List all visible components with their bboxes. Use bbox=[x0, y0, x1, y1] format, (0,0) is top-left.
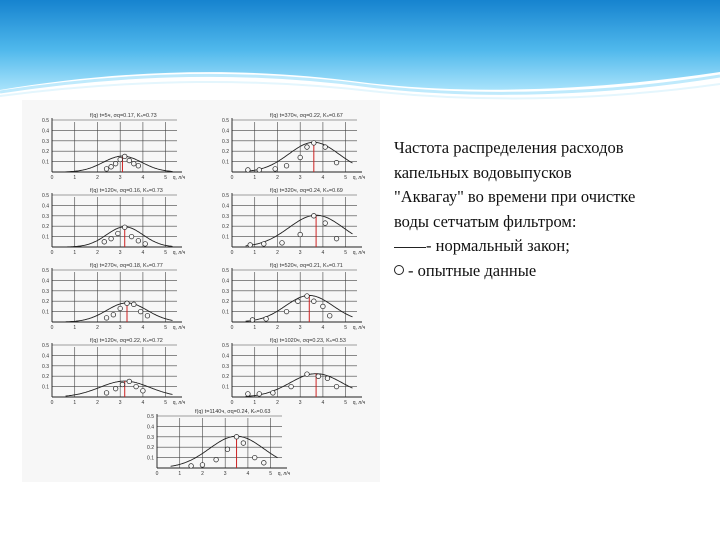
data-point bbox=[122, 225, 127, 230]
x-tick-label: 4 bbox=[246, 471, 250, 477]
x-tick-label: q, л/ч bbox=[352, 325, 366, 331]
caption bbox=[394, 136, 714, 283]
data-point bbox=[214, 457, 219, 462]
x-tick-label: 5 bbox=[344, 175, 348, 181]
y-tick-label: 0.1 bbox=[42, 309, 49, 316]
x-tick-label: 4 bbox=[141, 325, 145, 331]
header-banner bbox=[0, 0, 720, 100]
data-point bbox=[257, 168, 262, 173]
data-point bbox=[312, 299, 317, 304]
caption-line-1: Частота распределения расходов bbox=[394, 138, 624, 157]
x-tick-label: q, л/ч bbox=[172, 400, 186, 406]
y-tick-label: 0.3 bbox=[42, 363, 49, 370]
x-tick-label: 5 bbox=[164, 400, 168, 406]
data-point bbox=[271, 391, 276, 396]
chart-title: f(q) t=370ч, σq=0.22, Kₙ=0.67 bbox=[270, 113, 343, 119]
y-tick-label: 0.5 bbox=[42, 118, 49, 124]
x-tick-label: 0 bbox=[230, 325, 234, 331]
x-tick-label: 0 bbox=[50, 250, 54, 256]
data-point bbox=[248, 243, 253, 248]
x-tick-label: q, л/ч bbox=[172, 250, 186, 256]
x-tick-label: 1 bbox=[73, 325, 77, 331]
x-tick-label: q, л/ч bbox=[352, 175, 366, 181]
data-point bbox=[118, 306, 123, 311]
y-tick-label: 0.3 bbox=[147, 434, 154, 441]
x-tick-label: 2 bbox=[96, 175, 99, 181]
y-tick-label: 0.2 bbox=[42, 299, 49, 306]
x-tick-label: 1 bbox=[253, 175, 257, 181]
chart-title: f(q) t=1140ч, σq=0.24, Kₙ=0.63 bbox=[195, 409, 271, 415]
data-point bbox=[104, 391, 109, 396]
data-point bbox=[298, 232, 303, 237]
data-point bbox=[305, 294, 310, 299]
data-point bbox=[143, 242, 148, 247]
data-point bbox=[284, 163, 289, 168]
chart-title: f(q) t=120ч, σq=0.22, Kₙ=0.72 bbox=[90, 338, 163, 344]
x-tick-label: 1 bbox=[178, 471, 182, 477]
data-point bbox=[132, 161, 137, 166]
data-point bbox=[305, 145, 310, 150]
caption-line-3: "Аквагау" во времени при очистке bbox=[394, 187, 636, 206]
caption-line-4: воды сетчатым фильтром: bbox=[394, 211, 577, 231]
x-tick-label: 1 bbox=[253, 250, 257, 256]
legend-normal-label: - нормальный закон; bbox=[426, 236, 570, 255]
data-point bbox=[280, 241, 285, 246]
data-point bbox=[138, 309, 143, 314]
data-point bbox=[262, 461, 267, 466]
data-point bbox=[234, 435, 239, 440]
y-tick-label: 0.2 bbox=[222, 299, 229, 306]
y-tick-label: 0.3 bbox=[42, 213, 49, 220]
x-tick-label: 2 bbox=[276, 250, 279, 256]
data-point bbox=[323, 145, 328, 150]
data-point bbox=[113, 161, 118, 166]
y-tick-label: 0.4 bbox=[42, 353, 49, 360]
data-point bbox=[323, 221, 328, 226]
data-point bbox=[116, 231, 121, 236]
x-tick-label: 5 bbox=[344, 400, 348, 406]
chart-panel-8 bbox=[222, 338, 366, 406]
y-tick-label: 0.4 bbox=[42, 278, 49, 285]
normal-curve bbox=[66, 303, 173, 322]
y-tick-label: 0.5 bbox=[147, 414, 154, 420]
y-tick-label: 0.1 bbox=[42, 159, 49, 166]
x-tick-label: 5 bbox=[164, 175, 168, 181]
chart-panel-9 bbox=[147, 409, 291, 477]
x-tick-label: 2 bbox=[276, 325, 279, 331]
data-point bbox=[127, 379, 132, 384]
y-tick-label: 0.5 bbox=[222, 193, 229, 199]
data-point bbox=[189, 464, 194, 469]
x-tick-label: q, л/ч bbox=[352, 400, 366, 406]
data-point bbox=[111, 312, 116, 317]
y-tick-label: 0.5 bbox=[42, 343, 49, 349]
y-tick-label: 0.1 bbox=[42, 384, 49, 391]
chart-panel-5 bbox=[42, 263, 186, 331]
x-tick-label: 0 bbox=[50, 400, 54, 406]
data-point bbox=[120, 382, 125, 387]
data-point bbox=[264, 317, 269, 322]
y-tick-label: 0.4 bbox=[222, 353, 229, 360]
data-point bbox=[334, 384, 339, 389]
data-point bbox=[132, 302, 137, 307]
x-tick-label: 2 bbox=[201, 471, 204, 477]
x-tick-label: 4 bbox=[141, 175, 145, 181]
data-point bbox=[316, 374, 321, 379]
data-point bbox=[334, 160, 339, 165]
data-point bbox=[109, 165, 114, 170]
y-tick-label: 0.1 bbox=[42, 234, 49, 241]
data-point bbox=[246, 168, 251, 173]
y-tick-label: 0.3 bbox=[42, 288, 49, 295]
x-tick-label: 3 bbox=[223, 471, 227, 477]
chart-panel-7 bbox=[42, 338, 186, 406]
data-point bbox=[273, 167, 278, 172]
data-point bbox=[104, 316, 109, 321]
y-tick-label: 0.1 bbox=[147, 455, 154, 462]
x-tick-label: 1 bbox=[73, 175, 77, 181]
data-point bbox=[127, 158, 132, 163]
chart-title: f(q) t=270ч, σq=0.18, Kₙ=0.77 bbox=[90, 263, 163, 269]
chart-panel-2 bbox=[222, 113, 366, 181]
y-tick-label: 0.3 bbox=[222, 288, 229, 295]
x-tick-label: 5 bbox=[164, 325, 168, 331]
y-tick-label: 0.3 bbox=[42, 138, 49, 145]
x-tick-label: 0 bbox=[230, 175, 234, 181]
data-point bbox=[241, 441, 246, 446]
x-tick-label: 3 bbox=[118, 325, 122, 331]
y-tick-label: 0.2 bbox=[147, 445, 154, 452]
data-point bbox=[145, 313, 150, 318]
legend-normal bbox=[394, 234, 714, 259]
data-point bbox=[225, 447, 230, 452]
x-tick-label: 4 bbox=[141, 400, 145, 406]
x-tick-label: 4 bbox=[321, 175, 325, 181]
open-circle-icon bbox=[394, 265, 404, 275]
chart-panel-1 bbox=[42, 113, 186, 181]
y-tick-label: 0.1 bbox=[222, 234, 229, 241]
x-tick-label: 3 bbox=[118, 400, 122, 406]
data-point bbox=[325, 376, 330, 381]
y-tick-label: 0.4 bbox=[42, 203, 49, 210]
y-tick-label: 0.4 bbox=[222, 203, 229, 210]
data-point bbox=[284, 309, 289, 314]
x-tick-label: 2 bbox=[96, 250, 99, 256]
legend-experimental bbox=[394, 259, 714, 284]
data-point bbox=[129, 234, 134, 239]
x-tick-label: 0 bbox=[155, 471, 159, 477]
y-tick-label: 0.4 bbox=[222, 278, 229, 285]
x-tick-label: 0 bbox=[230, 400, 234, 406]
x-tick-label: 3 bbox=[118, 175, 122, 181]
x-tick-label: 2 bbox=[276, 400, 279, 406]
y-tick-label: 0.1 bbox=[222, 159, 229, 166]
y-tick-label: 0.4 bbox=[222, 128, 229, 135]
x-tick-label: 3 bbox=[298, 400, 302, 406]
x-tick-label: 1 bbox=[253, 325, 257, 331]
chart-panel-4 bbox=[222, 188, 366, 256]
x-tick-label: 3 bbox=[298, 325, 302, 331]
y-tick-label: 0.5 bbox=[222, 343, 229, 349]
data-point bbox=[125, 301, 130, 306]
x-tick-label: 2 bbox=[276, 175, 279, 181]
data-point bbox=[136, 163, 141, 168]
x-tick-label: q, л/ч bbox=[172, 175, 186, 181]
chart-title: f(q) t=5ч, σq=0.17, Kₙ=0.73 bbox=[90, 113, 157, 119]
normal-curve-line-icon bbox=[394, 234, 426, 248]
x-tick-label: 4 bbox=[321, 400, 325, 406]
data-point bbox=[252, 455, 257, 460]
x-tick-label: 1 bbox=[73, 250, 77, 256]
y-tick-label: 0.3 bbox=[222, 213, 229, 220]
data-point bbox=[134, 384, 139, 389]
x-tick-label: 1 bbox=[253, 400, 257, 406]
caption-line-2: капельных водовыпусков bbox=[394, 162, 572, 182]
data-point bbox=[118, 157, 123, 162]
x-tick-label: 3 bbox=[118, 250, 122, 256]
data-point bbox=[312, 141, 317, 146]
data-point bbox=[109, 236, 114, 241]
y-tick-label: 0.2 bbox=[42, 374, 49, 381]
x-tick-label: 4 bbox=[321, 250, 325, 256]
y-tick-label: 0.2 bbox=[42, 149, 49, 156]
y-tick-label: 0.1 bbox=[222, 384, 229, 391]
x-tick-label: 5 bbox=[344, 325, 348, 331]
x-tick-label: 3 bbox=[298, 175, 302, 181]
x-tick-label: 0 bbox=[230, 250, 234, 256]
x-tick-label: 1 bbox=[73, 400, 77, 406]
x-tick-label: 2 bbox=[96, 325, 99, 331]
data-point bbox=[104, 167, 109, 172]
x-tick-label: 5 bbox=[269, 471, 273, 477]
normal-curve bbox=[66, 381, 173, 396]
y-tick-label: 0.3 bbox=[222, 138, 229, 145]
data-point bbox=[327, 313, 332, 318]
x-tick-label: 0 bbox=[50, 325, 54, 331]
legend-experimental-label: - опытные данные bbox=[408, 260, 537, 280]
y-tick-label: 0.5 bbox=[222, 268, 229, 274]
x-tick-label: 5 bbox=[164, 250, 168, 256]
distribution-figure bbox=[22, 100, 380, 482]
data-point bbox=[298, 155, 303, 160]
chart-panel-6 bbox=[222, 263, 366, 331]
data-point bbox=[250, 318, 255, 323]
y-tick-label: 0.2 bbox=[222, 224, 229, 231]
data-point bbox=[334, 236, 339, 241]
x-tick-label: 4 bbox=[321, 325, 325, 331]
chart-panel-3 bbox=[42, 188, 186, 256]
y-tick-label: 0.4 bbox=[42, 128, 49, 135]
data-point bbox=[305, 372, 310, 377]
y-tick-label: 0.2 bbox=[222, 374, 229, 381]
data-point bbox=[102, 240, 107, 245]
y-tick-label: 0.5 bbox=[222, 118, 229, 124]
x-tick-label: q, л/ч bbox=[277, 471, 291, 477]
data-point bbox=[122, 154, 127, 159]
data-point bbox=[262, 242, 267, 247]
y-tick-label: 0.5 bbox=[42, 268, 49, 274]
y-tick-label: 0.3 bbox=[222, 363, 229, 370]
data-point bbox=[246, 392, 251, 397]
x-tick-label: 5 bbox=[344, 250, 348, 256]
data-point bbox=[289, 384, 294, 389]
chart-title: f(q) t=1020ч, σq=0.23, Kₙ=0.53 bbox=[270, 338, 346, 344]
data-point bbox=[113, 386, 118, 391]
data-point bbox=[296, 299, 301, 304]
data-point bbox=[321, 304, 326, 309]
chart-title: f(q) t=320ч, σq=0.24, Kₙ=0.69 bbox=[270, 188, 343, 194]
x-tick-label: 0 bbox=[50, 175, 54, 181]
data-point bbox=[257, 392, 262, 397]
data-point bbox=[312, 214, 317, 219]
y-tick-label: 0.5 bbox=[42, 193, 49, 199]
data-point bbox=[200, 463, 205, 468]
y-tick-label: 0.4 bbox=[147, 424, 154, 431]
x-tick-label: 4 bbox=[141, 250, 145, 256]
y-tick-label: 0.1 bbox=[222, 309, 229, 316]
x-tick-label: q, л/ч bbox=[172, 325, 186, 331]
x-tick-label: 3 bbox=[298, 250, 302, 256]
data-point bbox=[141, 388, 146, 393]
data-point bbox=[136, 238, 141, 243]
chart-title: f(q) t=120ч, σq=0.16, Kₙ=0.73 bbox=[90, 188, 163, 194]
x-tick-label: 2 bbox=[96, 400, 99, 406]
chart-title: f(q) t=520ч, σq=0.21, Kₙ=0.71 bbox=[270, 263, 343, 269]
y-tick-label: 0.2 bbox=[222, 149, 229, 156]
y-tick-label: 0.2 bbox=[42, 224, 49, 231]
x-tick-label: q, л/ч bbox=[352, 250, 366, 256]
